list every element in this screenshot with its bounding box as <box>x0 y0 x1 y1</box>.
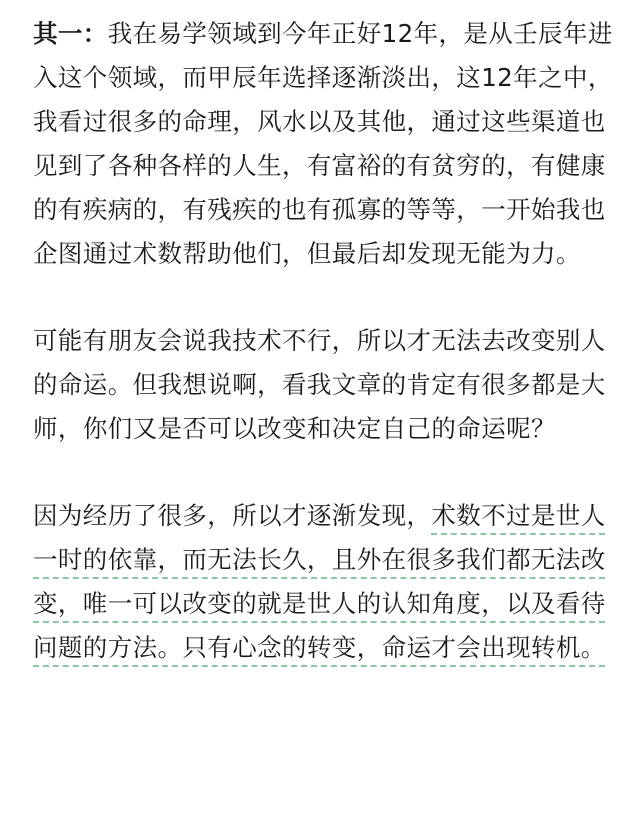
paragraph-2-text: 可能有朋友会说我技术不行，所以才无法去改变别人的命运。但我想说啊，看我文章的肯定有很多都是大师，你们又是否可以改变和决定自己的命运呢？ <box>33 326 606 443</box>
paragraph-1-text: 我在易学领域到今年正好12年，是从壬辰年进入这个领域，而甲辰年选择逐渐淡出，这12年之中，我看过很多的命理，风水以及其他，通过这些渠道也见到了各种各样的人生，有富裕的有贫穷的，有健康的有疾病的，有残疾的也有孤寡的等等，一开始我也企图通过术数帮助他们，但最后却发现无能为力。 <box>33 19 613 268</box>
article-body <box>33 12 613 670</box>
paragraph-1 <box>33 12 613 276</box>
paragraph-2 <box>33 319 613 451</box>
paragraph-3-text: 因为经历了很多，所以才逐渐发现， <box>33 501 432 530</box>
paragraph-3 <box>33 494 613 670</box>
paragraph-1-lead: 其一： <box>33 19 108 48</box>
paragraph-3-underlined-text: 术数不过是世人一时的依靠，而无法长久，且外在很多我们都无法改变，唯一可以改变的就是世人的认知角度，以及看待问题的方法。只有心念的转变，命运才会出现转机。 <box>33 501 606 662</box>
